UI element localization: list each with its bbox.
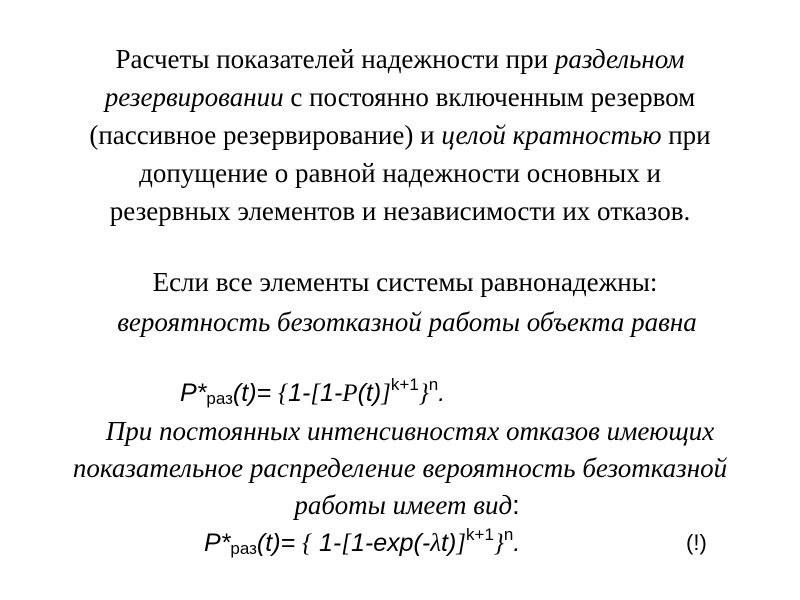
formula-text: . <box>438 379 446 407</box>
formula-1 <box>180 375 445 409</box>
bracket-close: ] <box>381 380 391 407</box>
brace-open: { <box>278 380 289 407</box>
formula-text: t) <box>441 529 457 557</box>
heading-text: при <box>661 120 711 150</box>
condition-paragraph <box>0 262 800 342</box>
formula-text: 1- <box>288 379 311 407</box>
heading-text: Расчеты показателей надежности при <box>115 44 555 74</box>
formula-exponent: n <box>428 375 439 394</box>
exponential-line-1: При постоянных интенсивностях отказов имеющих <box>105 416 715 446</box>
exponential-text: работы имеет вид <box>294 490 513 520</box>
brace-open: { <box>302 530 313 557</box>
brace-close: } <box>418 380 429 407</box>
heading-line-5: резервных элементов и независимости их отказов. <box>109 196 691 226</box>
heading-line-3 <box>0 116 800 154</box>
brace-close: } <box>493 530 504 557</box>
condition-line-1: Если все элементы системы равнонадежны: <box>152 267 658 297</box>
heading-emphasis: резервировании <box>104 82 284 112</box>
formula-text: (t)= <box>232 379 279 407</box>
heading-paragraph <box>0 40 800 230</box>
formula-exponent: n <box>503 525 514 544</box>
formula-text: (t)= <box>256 529 303 557</box>
formula-text: 1- <box>320 379 343 407</box>
exponential-line-3 <box>0 487 800 524</box>
heading-line-4: допущение о равной надежности основных и <box>139 158 661 188</box>
formula-2 <box>204 525 520 559</box>
formula-text: . <box>513 529 521 557</box>
formula-text: 1-exp(- <box>351 529 431 557</box>
heading-line-2 <box>0 78 800 116</box>
bracket-open: [ <box>310 380 321 407</box>
formula-symbol: P <box>342 380 358 407</box>
bracket-close: ] <box>456 530 467 557</box>
heading-emphasis: целой кратностью <box>441 120 662 150</box>
formula-subscript: раз <box>206 389 233 408</box>
formula-text: (t) <box>357 379 382 407</box>
formula-symbol: P* <box>204 529 231 557</box>
heading-text: (пассивное резервирование) и <box>89 120 442 150</box>
exponential-colon: : <box>512 490 520 520</box>
formula-exponent: k+1 <box>390 375 419 394</box>
formula-exponent: k+1 <box>466 525 494 544</box>
lambda-symbol: λ <box>430 530 442 557</box>
exponential-line-2: показательное распределение вероятность безотказной <box>72 453 728 483</box>
bracket-open: [ <box>341 530 351 557</box>
heading-text: с постоянно включенным резервом <box>283 82 696 112</box>
heading-line-1 <box>0 40 800 78</box>
heading-emphasis: раздельном <box>554 44 685 74</box>
exponential-paragraph <box>0 413 800 524</box>
formula-text: 1- <box>312 529 342 557</box>
formula-symbol: P* <box>180 379 207 407</box>
condition-line-2: вероятность безотказной работы объекта равна <box>117 307 697 337</box>
emphasis-mark: (!) <box>686 530 707 555</box>
formula-subscript: раз <box>230 539 257 558</box>
